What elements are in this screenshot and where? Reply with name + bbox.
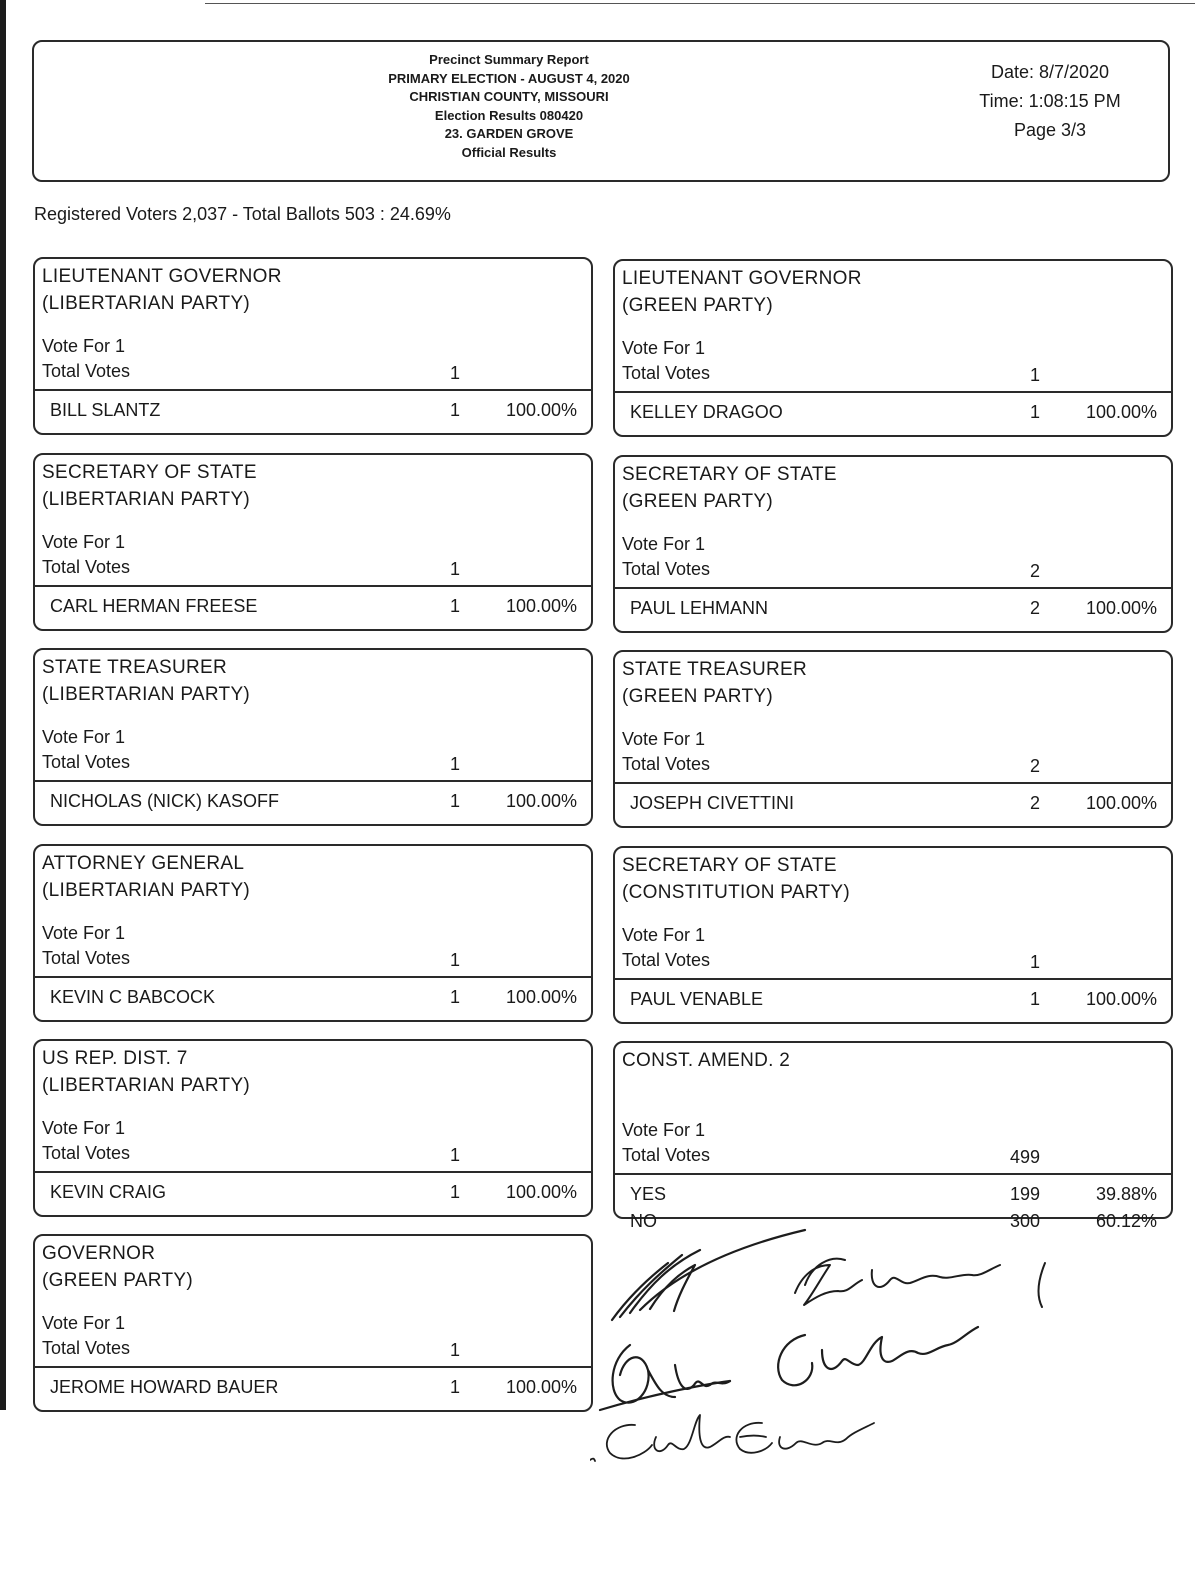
candidate-list [50,1182,577,1209]
total-votes-value: 1 [449,559,460,579]
candidate-name: KEVIN C BABCOCK [50,987,216,1007]
total-votes-label: Total Votes [622,950,711,970]
report-title-block [284,51,734,162]
race-title [42,654,250,708]
candidate-name: BILL SLANTZ [50,400,161,420]
total-votes-label: Total Votes [42,948,131,968]
candidate-votes: 1 [449,400,460,420]
total-votes-label: Total Votes [622,559,711,579]
vote-for-label: Vote For 1 [42,727,126,747]
page-number: Page 3/3 [1013,120,1087,140]
candidate-name: NO [630,1211,657,1231]
vote-for-label: Vote For 1 [42,532,126,552]
signature-4 [590,1415,874,1461]
candidate-percent: 100.00% [1085,793,1157,813]
race-party: (LIBERTARIAN PARTY) [42,880,251,901]
candidate-list [50,400,577,427]
race-divider [615,978,1171,980]
race-divider [615,782,1171,784]
race-box [33,844,593,1022]
candidate-percent: 100.00% [505,987,577,1007]
race-party: (LIBERTARIAN PARTY) [42,684,251,705]
total-votes-label: Total Votes [622,1145,711,1165]
race-office: SECRETARY OF STATE [622,464,837,485]
results-id: Election Results 080420 [434,107,584,123]
race-office: CONST. AMEND. 2 [622,1050,791,1071]
candidate-name: PAUL VENABLE [630,989,764,1009]
race-party: (GREEN PARTY) [622,686,773,707]
race-title [622,852,850,906]
race-office: ATTORNEY GENERAL [42,853,245,874]
race-office: LIEUTENANT GOVERNOR [42,266,282,287]
candidate-votes: 1 [1029,402,1040,422]
candidate-row [630,1184,1157,1211]
candidate-votes: 1 [449,1182,460,1202]
race-party: (LIBERTARIAN PARTY) [42,293,251,314]
race-title [42,1045,250,1099]
candidate-votes: 199 [1009,1184,1040,1204]
total-votes-value: 1 [1029,365,1040,385]
results-status: Official Results [461,144,557,160]
race-party: (GREEN PARTY) [622,491,773,512]
total-votes-value: 2 [1029,561,1040,581]
candidate-votes: 1 [449,791,460,811]
race-divider [35,780,591,782]
scan-top-rule [205,3,1195,4]
race-title [42,850,250,904]
vote-for-label: Vote For 1 [42,923,126,943]
candidate-row [50,400,577,427]
candidate-votes: 2 [1029,598,1040,618]
vote-for-label: Vote For 1 [622,729,706,749]
vote-for-label: Vote For 1 [622,925,706,945]
total-votes-label: Total Votes [42,361,131,381]
candidate-percent: 100.00% [505,400,577,420]
race-party: (LIBERTARIAN PARTY) [42,1075,251,1096]
total-votes-value: 1 [449,950,460,970]
race-box [33,257,593,435]
turnout-summary: Registered Voters 2,037 - Total Ballots 503 : 24.69% [34,204,451,224]
race-title [622,1047,790,1074]
candidate-list [50,791,577,818]
candidate-row [50,791,577,818]
race-divider [35,1171,591,1173]
candidate-name: YES [630,1184,667,1204]
race-title [622,656,807,710]
race-box [613,259,1173,437]
race-box [33,1039,593,1217]
vote-for-label: Vote For 1 [622,338,706,358]
signatures [590,1225,1090,1475]
race-title [42,459,257,513]
race-title [42,1240,193,1294]
candidate-row [630,402,1157,429]
candidate-list [50,596,577,623]
race-divider [35,976,591,978]
candidate-percent: 100.00% [1085,989,1157,1009]
race-office: STATE TREASURER [622,659,808,680]
race-title [622,461,837,515]
total-votes-label: Total Votes [42,1338,131,1358]
candidate-list [630,402,1157,429]
race-party: (CONSTITUTION PARTY) [622,882,851,903]
candidate-votes: 1 [449,596,460,616]
signature-3 [600,1327,978,1410]
race-party: (GREEN PARTY) [42,1270,193,1291]
candidate-row [50,596,577,623]
total-votes-value: 1 [449,754,460,774]
candidate-row [50,987,577,1014]
report-date: Date: 8/7/2020 [990,62,1110,82]
candidate-list [630,598,1157,625]
total-votes-value: 499 [1009,1147,1040,1167]
total-votes-value: 1 [1029,952,1040,972]
total-votes-label: Total Votes [42,1143,131,1163]
total-votes-value: 1 [449,363,460,383]
candidate-percent: 100.00% [505,1377,577,1397]
total-votes-value: 1 [449,1145,460,1165]
candidate-name: NICHOLAS (NICK) KASOFF [50,791,280,811]
total-votes-label: Total Votes [622,754,711,774]
candidate-votes: 300 [1009,1211,1040,1231]
candidate-percent: 39.88% [1095,1184,1157,1204]
total-votes-label: Total Votes [622,363,711,383]
vote-for-label: Vote For 1 [42,336,126,356]
vote-for-label: Vote For 1 [622,534,706,554]
candidate-row [630,793,1157,820]
race-box [613,455,1173,633]
race-box [613,650,1173,828]
race-office: SECRETARY OF STATE [42,462,257,483]
report-header [32,40,1170,182]
race-party: (LIBERTARIAN PARTY) [42,489,251,510]
candidate-list [630,989,1157,1016]
candidate-percent: 100.00% [1085,598,1157,618]
race-divider [615,587,1171,589]
report-time: Time: 1:08:15 PM [979,91,1121,111]
candidate-row [50,1377,577,1404]
candidate-row [630,989,1157,1016]
vote-for-label: Vote For 1 [42,1118,126,1138]
candidate-row [50,1182,577,1209]
race-box [613,1041,1173,1231]
candidate-votes: 2 [1029,793,1040,813]
race-divider [35,389,591,391]
candidate-list [630,793,1157,820]
scan-edge-mark [0,0,6,1410]
candidate-percent: 100.00% [1085,402,1157,422]
precinct-name: 23. GARDEN GROVE [444,126,574,141]
candidate-list [50,987,577,1014]
race-office: US REP. DIST. 7 [42,1048,188,1069]
signature-1 [612,1230,805,1320]
race-box [33,1234,593,1412]
total-votes-value: 1 [449,1340,460,1360]
candidate-votes: 1 [1029,989,1040,1009]
race-office: STATE TREASURER [42,657,228,678]
race-title [42,263,282,317]
total-votes-value: 2 [1029,756,1040,776]
race-box [33,453,593,631]
candidate-name: JOSEPH CIVETTINI [630,793,795,813]
candidate-percent: 100.00% [505,1182,577,1202]
race-box [613,846,1173,1024]
race-title [622,265,862,319]
candidate-percent: 100.00% [505,596,577,616]
candidate-name: CARL HERMAN FREESE [50,596,258,616]
candidate-name: PAUL LEHMANN [630,598,769,618]
race-office: GOVERNOR [42,1243,156,1264]
candidate-name: JEROME HOWARD BAUER [50,1377,279,1397]
race-divider [615,1173,1171,1175]
total-votes-label: Total Votes [42,557,131,577]
report-title: Precinct Summary Report [429,52,589,67]
vote-for-label: Vote For 1 [42,1313,126,1333]
race-divider [615,391,1171,393]
report-meta [940,58,1160,145]
race-box [33,648,593,826]
race-office: SECRETARY OF STATE [622,855,837,876]
candidate-percent: 100.00% [505,791,577,811]
vote-for-label: Vote For 1 [622,1120,706,1140]
race-office: LIEUTENANT GOVERNOR [622,268,862,289]
race-party: (GREEN PARTY) [622,295,773,316]
candidate-votes: 1 [449,1377,460,1397]
candidate-percent: 60.12% [1095,1211,1157,1231]
candidate-name: KELLEY DRAGOO [630,402,783,422]
candidate-votes: 1 [449,987,460,1007]
candidate-name: KEVIN CRAIG [50,1182,167,1202]
county-name: CHRISTIAN COUNTY, MISSOURI [409,89,609,104]
total-votes-label: Total Votes [42,752,131,772]
race-divider [35,585,591,587]
race-divider [35,1366,591,1368]
signature-2 [795,1259,1045,1307]
candidate-list [50,1377,577,1404]
election-name: PRIMARY ELECTION - AUGUST 4, 2020 [388,70,630,86]
candidate-row [630,598,1157,625]
